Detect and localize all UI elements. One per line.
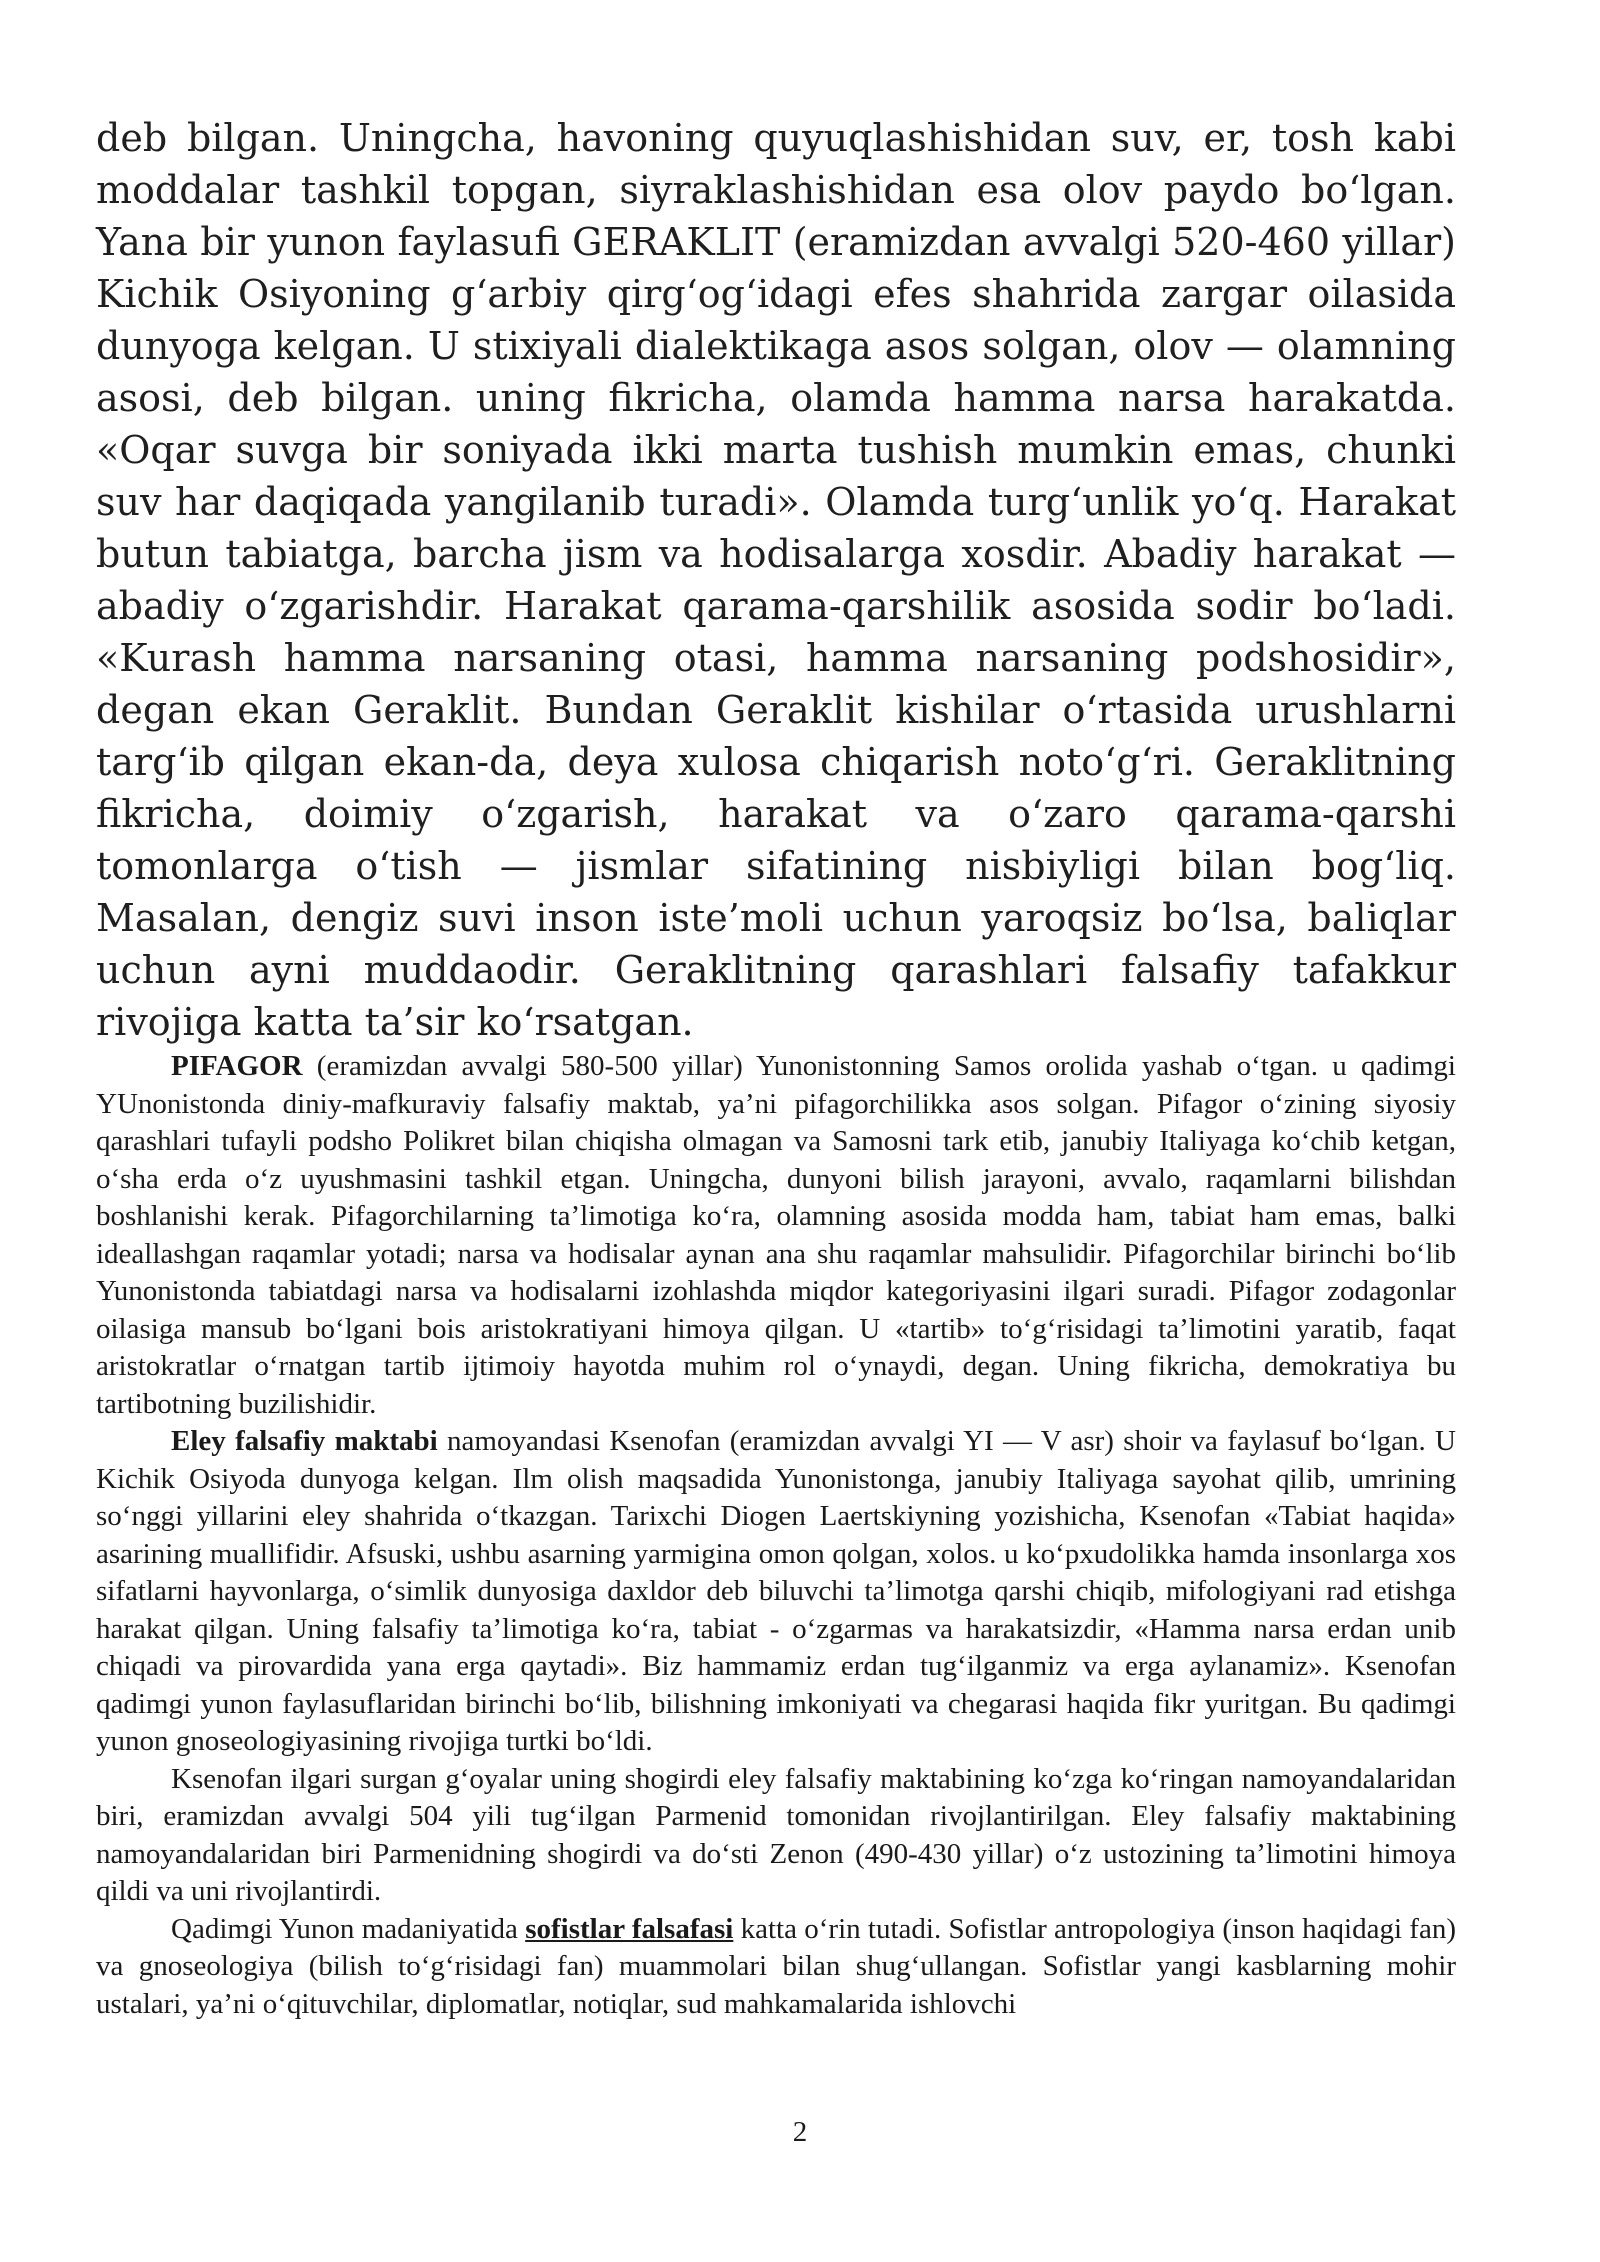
paragraph-geraklit (96, 112, 1456, 1048)
paragraph-eley (96, 1423, 1456, 1761)
paragraph-pifagor-text: (eramizdan avvalgi 580-500 yillar) Yunonistonning Samos orolida yashab o‘tgan. u qadimgi YUnonistonda diniy-mafkuraviy falsafiy maktab, ya’ni pifagorchilikka asos solgan. Pifagor o‘zining siyosiy qarashlari tufayli podsho Polikret bilan chiqisha olmagan va Samosni tark etib, janubiy Italiyaga ko‘chib ketgan, o‘sha erda o‘z uyushmasini tashkil etgan. Uningcha, dunyoni bilish jarayoni, avvalo, raqamlarni bilishdan boshlanishi kerak. Pifagorchilarning ta’limotiga ko‘ra, olamning asosida modda ham, tabiat ham emas, balki ideallashgan raqamlar yotadi; narsa va hodisalar aynan ana shu raqamlar mahsulidir. Pifagorchilar birinchi bo‘lib Yunonistonda tabiatdagi narsa va hodisalarni izohlashda miqdor kategoriyasini ilgari suradi. Pifagor zodagonlar oilasiga mansub bo‘lgani bois aristokratiyani himoya qilgan. U «tartib» to‘g‘risidagi ta’limotini yaratib, faqat aristokratlar o‘rnatgan tartib ijtimoiy hayotda muhim rol o‘ynaydi, degan. Uning fikricha, demokratiya bu tartibotning buzilishidir. (96, 1050, 1456, 1420)
eley-heading: Eley falsafiy maktabi (171, 1425, 438, 1457)
paragraph-parmenid-text: Ksenofan ilgari surgan g‘oyalar uning shogirdi eley falsafiy maktabining ko‘zga ko‘ringan namoyandalaridan biri, eramizdan avvalgi 504 yili tug‘ilgan Parmenid tomonidan rivojlantirilgan. Eley falsafiy maktabining namoyandalaridan biri Parmenidning shogirdi va do‘sti Zenon (490-430 yillar) o‘z ustozining ta’limotini himoya qildi va uni rivojlantirdi. (96, 1762, 1456, 1907)
paragraph-sofistlar-text: katta o‘rin tutadi. Sofistlar antropologiya (inson haqidagi fan) va gnoseologiya (bilish to‘g‘risidagi fan) muammolari bilan shug‘ullangan. Sofistlar yangi kasblarning mohir ustalari, ya’ni o‘qituvchilar, diplomatlar, notiqlar, sud mahkamalarida ishlovchi (96, 1912, 1456, 2020)
paragraph-eley-text: namoyandasi Ksenofan (eramizdan avvalgi YI — V asr) shoir va faylasuf bo‘lgan. U Kichik Osiyoda dunyoga kelgan. Ilm olish maqsadida Yunonistonga, janubiy Italiyaga sayohat qilib, umrining so‘nggi yillarini eley shahrida o‘tkazgan. Tarixchi Diogen Laertskiyning yozishicha, Ksenofan «Tabiat haqida» asarining muallifidir. Afsuski, ushbu asarning yarmigina omon qolgan, xolos. u ko‘pxudolikka hamda insonlarga xos sifatlarni hayvonlarga, o‘simlik dunyosiga daxldor deb biluvchi ta’limotga qarshi chiqib, mifologiyani rad etishga harakat qilgan. Uning falsafiy ta’limotiga ko‘ra, tabiat - o‘zgarmas va harakatsizdir, «Hamma narsa erdan unib chiqadi va pirovardida yana erga qaytadi». Biz hammamiz erdan tug‘ilganmiz va erga aylanamiz». Ksenofan qadimgi yunon faylasuflaridan birinchi bo‘lib, bilishning imkoniyati va chegarasi haqida fikr yuritgan. Bu qadimgi yunon gnoseologiyasining rivojiga turtki bo‘ldi. (96, 1425, 1456, 1757)
paragraph-parmenid (96, 1761, 1456, 1911)
paragraph-sofistlar-intro: Qadimgi Yunon madaniyatida (171, 1912, 526, 1945)
page-number: 2 (792, 2116, 808, 2148)
paragraph-pifagor (96, 1048, 1456, 1423)
pifagor-heading: PIFAGOR (171, 1050, 303, 1082)
document-page (96, 112, 1456, 2023)
sofistlar-heading: sofistlar falsafasi (525, 1912, 734, 1945)
paragraph-geraklit-text: deb bilgan. Uningcha, havoning quyuqlashishidan suv, er, tosh kabi moddalar tashkil topgan, siyraklashishidan esa olov paydo bo‘lgan. Yana bir yunon faylasufi GERAKLIT (eramizdan avvalgi 520-460 yillar) Kichik Osiyoning g‘arbiy qirg‘og‘idagi efes shahrida zargar oilasida dunyoga kelgan. U stixiyali dialektikaga asos solgan, olov — olamning asosi, deb bilgan. uning fikricha, olamda hamma narsa harakatda. «Oqar suvga bir soniyada ikki marta tushish mumkin emas, chunki suv har daqiqada yangilanib turadi». Olamda turg‘unlik yo‘q. Harakat butun tabiatga, barcha jism va hodisalarga xosdir. Abadiy harakat — abadiy o‘zgarishdir. Harakat qarama-qarshilik asosida sodir bo‘ladi. «Kurash hamma narsaning otasi, hamma narsaning podshosidir», degan ekan Geraklit. Bundan Geraklit kishilar o‘rtasida urushlarni targ‘ib qilgan ekan-da, deya xulosa chiqarish noto‘g‘ri. Geraklitning fikricha, doimiy o‘zgarish, harakat va o‘zaro qarama-qarshi tomonlarga o‘tish — jismlar sifatining nisbiyligi bilan bog‘liq. Masalan, dengiz suvi inson iste’moli uchun yaroqsiz bo‘lsa, baliqlar uchun ayni muddaodir. Geraklitning qarashlari falsafiy tafakkur rivojiga katta ta’sir ko‘rsatgan. (96, 116, 1456, 1044)
paragraph-sofistlar (96, 1911, 1456, 2024)
